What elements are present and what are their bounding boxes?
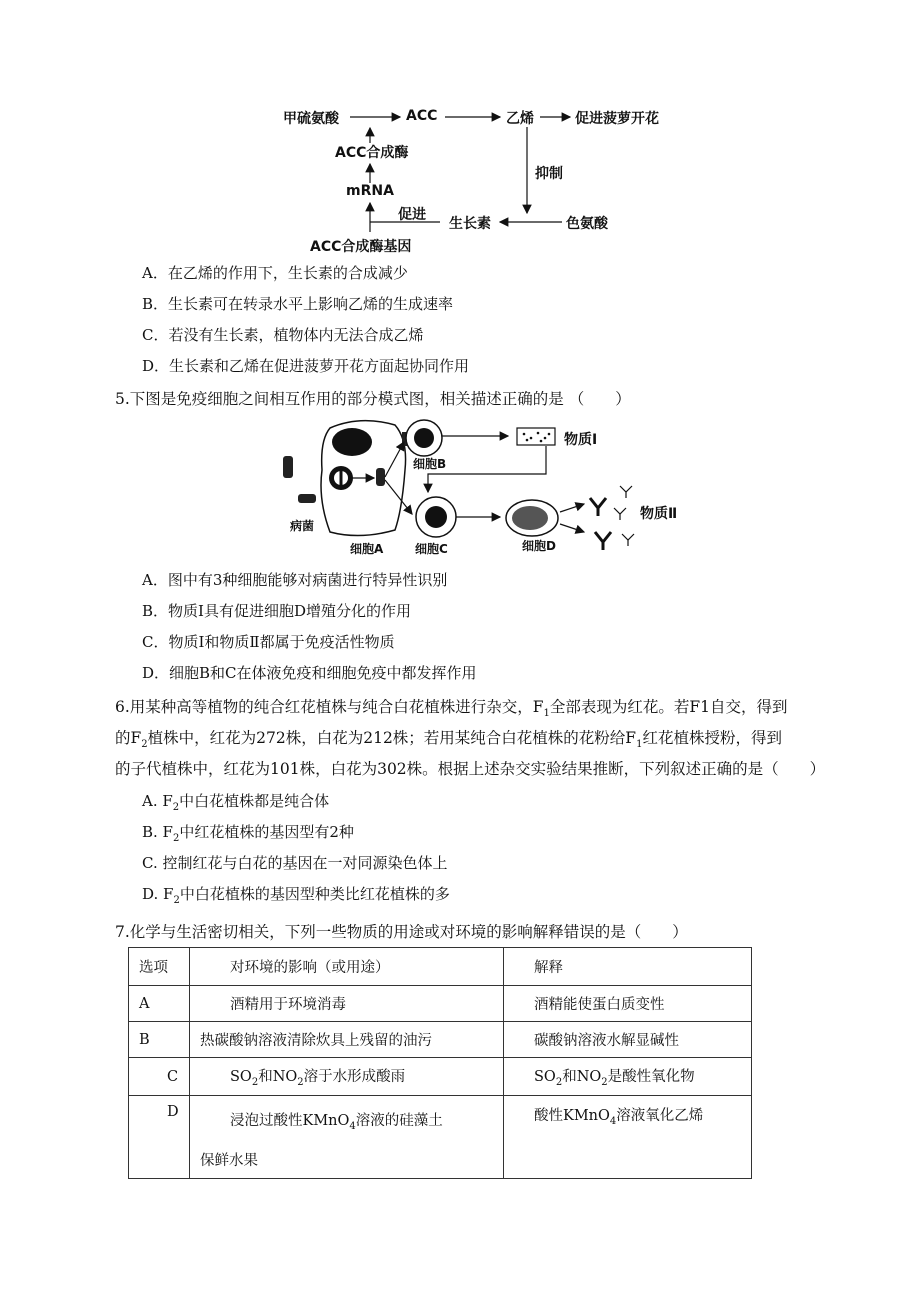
q6-option-d: D. $F_2$中白花植株的基因型种类比红花植株的多 [142,885,450,906]
table-header-row [129,948,752,986]
q6-option-b: B. $F_2$中红花植株的基因型有2种 [142,823,354,844]
q7-table [128,947,752,1179]
q4-option-a: A．在乙烯的作用下，生长素的合成减少 [142,264,408,282]
table-row: B 热碳酸钠溶液清除炊具上残留的油污 碳酸钠溶液水解显碱性 [129,1022,752,1058]
label-tryptophan: 色氨酸 [566,216,608,232]
q5-option-b: B．物质Ⅰ具有促进细胞D增殖分化的作用 [142,602,411,620]
label-flowering: 促进菠萝开花 [575,111,659,127]
q6-option-c: C. 控制红花与白花的基因在一对同源染色体上 [142,854,448,872]
label-cell-b: 细胞B [413,457,447,471]
table-row: D 浸泡过酸性KMnO$_4$溶液的硅藻土 保鲜水果 酸性KMnO$_4$溶液氧化乙烯 [129,1096,752,1179]
q4-option-b: B．生长素可在转录水平上影响乙烯的生成速率 [142,295,454,313]
q6-stem-line3: 的子代植株中，红花为101株，白花为302株。根据上述杂交实验结果推断，下列叙述正确的是（ ） [115,760,826,778]
label-methionine: 甲硫氨酸 [283,111,339,127]
label-cell-a: 细胞A [350,542,384,556]
q5-stem: 5.下图是免疫细胞之间相互作用的部分模式图，相关描述正确的是 （ ） [115,390,631,408]
q4-option-c: C．若没有生长素，植物体内无法合成乙烯 [142,326,424,344]
label-acc-gene: ACC合成酶基因 [310,239,412,255]
q7-stem: 7.化学与生活密切相关，下列一些物质的用途或对环境的影响解释错误的是（ ） [115,923,688,941]
label-inhibit: 抑制 [535,166,563,182]
label-acc-synthase: ACC合成酶 [335,145,409,161]
q6-stem-line1: 6.用某种高等植物的纯合红花植株与纯合白花植株进行杂交，$F_1$全部表现为红花。若F1自交，得到 [115,698,788,720]
q6-option-a: A. $F_2$中白花植株都是纯合体 [142,792,330,813]
label-pathogen: 病菌 [290,519,315,533]
label-cell-c: 细胞C [415,542,448,556]
table-row: A 酒精用于环境消毒 酒精能使蛋白质变性 [129,986,752,1022]
q5-option-c: C．物质Ⅰ和物质Ⅱ都属于免疫活性物质 [142,633,395,651]
header-effect: 对环境的影响（或用途） [190,948,504,986]
q4-option-d: D．生长素和乙烯在促进菠萝开花方面起协同作用 [142,357,470,375]
label-ethylene: 乙烯 [506,111,534,127]
header-option: 选项 [129,948,190,986]
label-substance-1: 物质Ⅰ [564,432,598,448]
label-cell-d: 细胞D [522,539,556,553]
label-substance-2: 物质Ⅱ [640,506,678,522]
label-mrna: mRNA [346,183,394,199]
label-auxin: 生长素 [449,216,491,232]
label-promote: 促进 [398,207,426,223]
label-acc: ACC [406,108,438,124]
q6-stem-line2: 的$F_2$植株中，红花为272株，白花为212株；若用某纯合白花植株的花粉给$F_1$红花植株授粉，得到 [115,729,782,751]
q5-option-a: A．图中有3种细胞能够对病菌进行特异性识别 [142,571,448,589]
header-explanation: 解释 [504,948,752,986]
q5-option-d: D．细胞B和C在体液免疫和细胞免疫中都发挥作用 [142,664,477,682]
table-row: C $SO_2$和$NO_2$溶于水形成酸雨 $SO_2$和$NO_2$是酸性氧化物 [129,1058,752,1096]
immune-diagram-graphics [0,0,920,560]
